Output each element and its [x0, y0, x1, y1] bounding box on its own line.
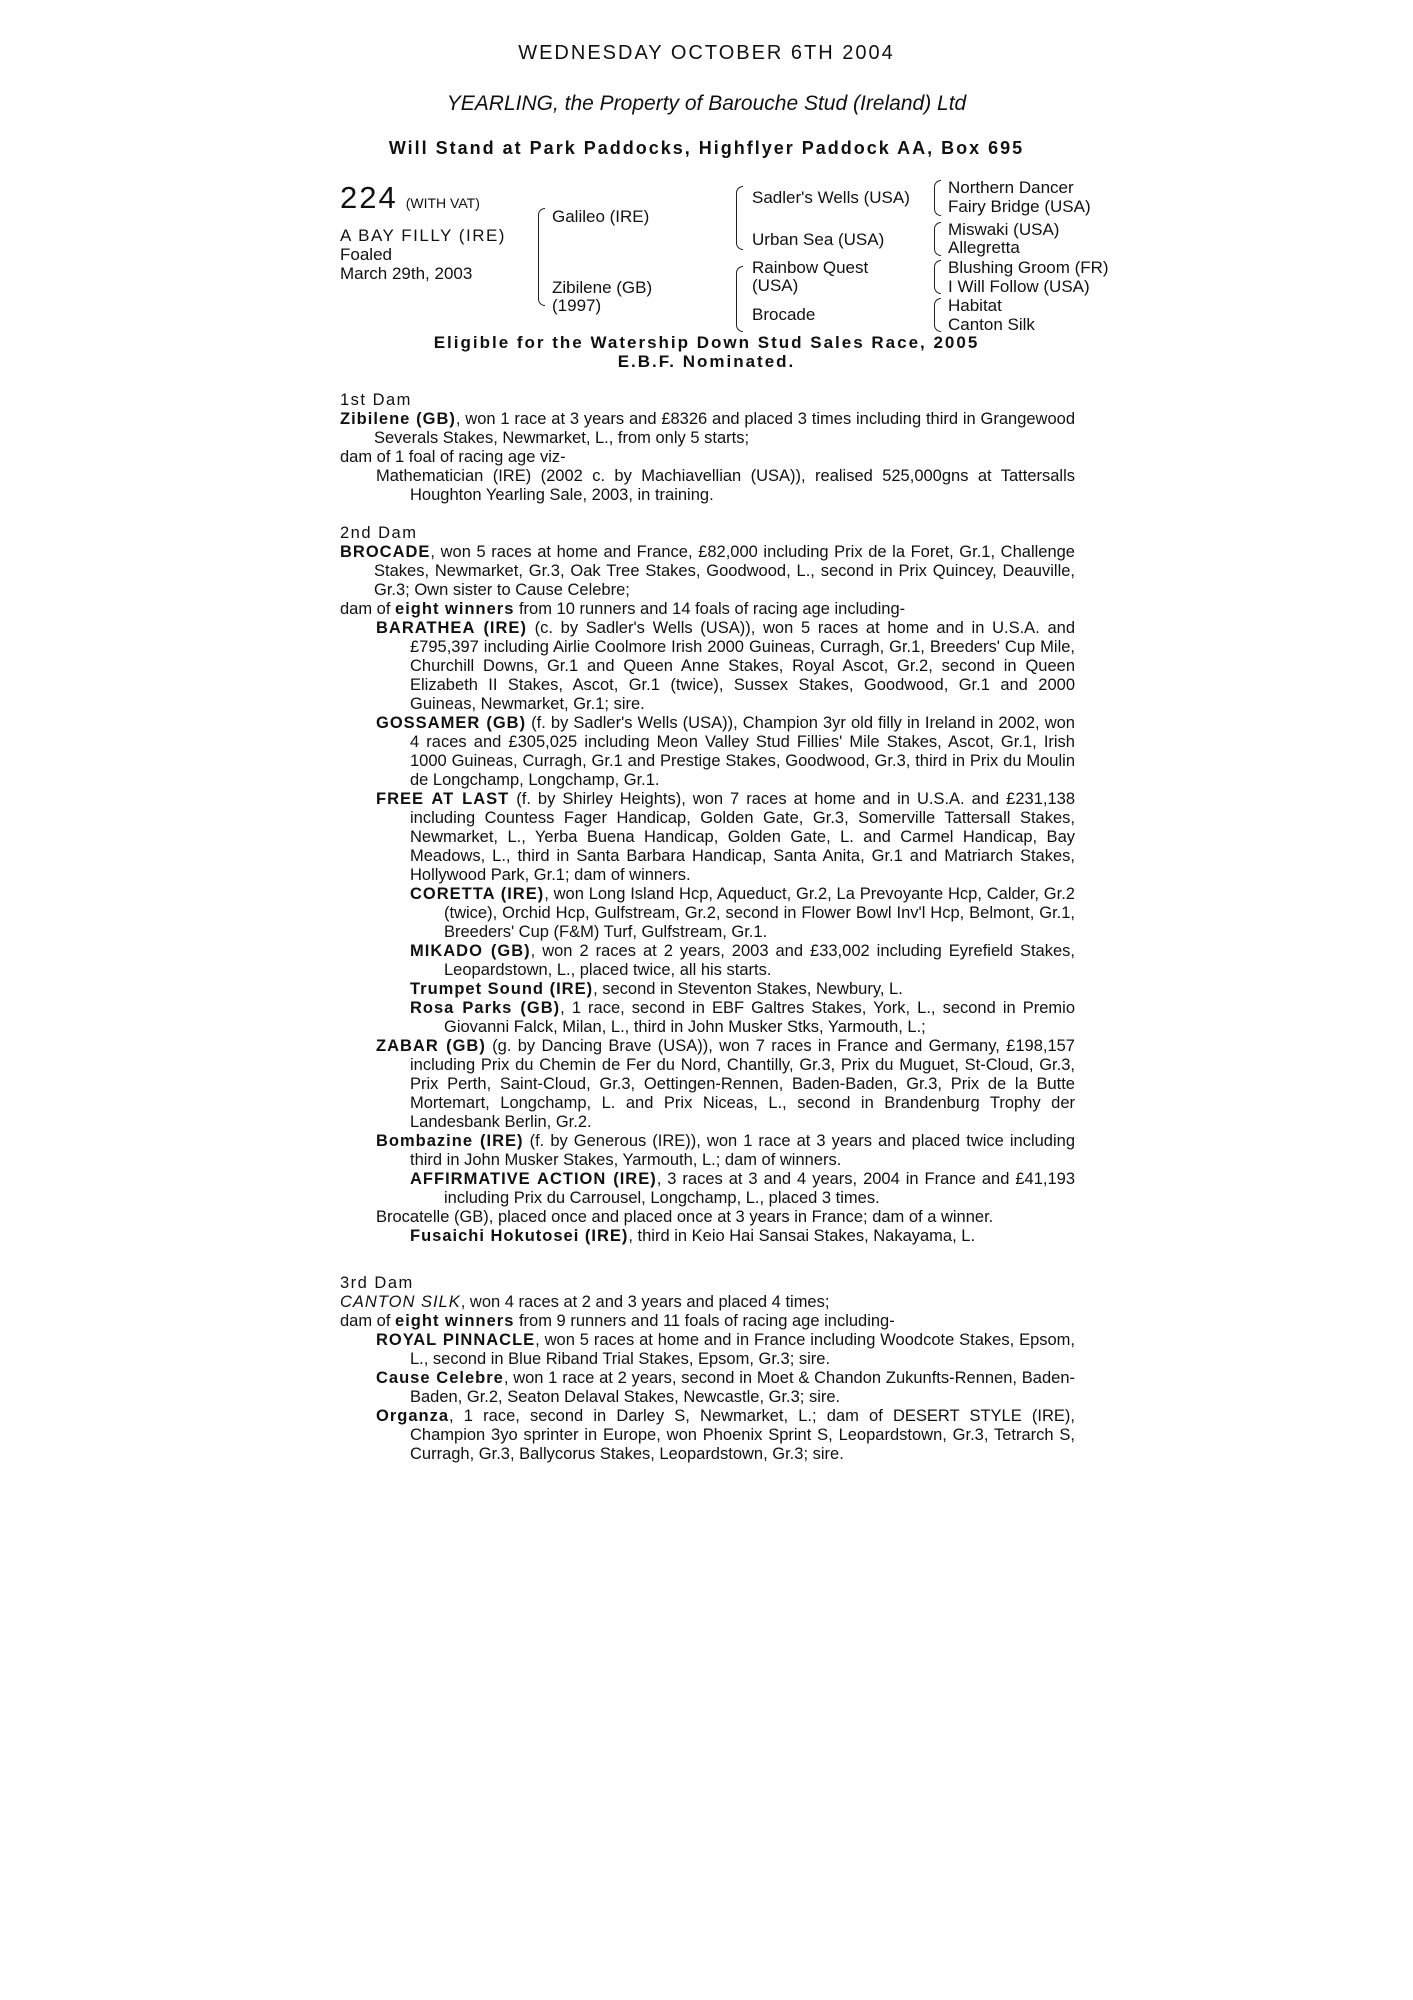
zabar-record: (g. by Dancing Brave (USA)), won 7 races in France and Germany, £198,157 including Prix du Chemin de Fer du Nord, Chantilly, Gr.3, Prix du Muguet, St-Cloud, Gr.3, Prix Perth, Saint-Cloud, Gr.3, Oettingen-Rennen, Baden-Baden, Gr.3, Prix de la Butte Mortemart, Longchamp, L. and Prix Niceas, L., second in Brandenburg Trophy der Landesbank Berlin, Gr.2.	[410, 1037, 1075, 1131]
dam-line2: (1997)	[552, 296, 602, 315]
affirmative-action-name: AFFIRMATIVE ACTION (IRE)	[410, 1170, 657, 1188]
trumpet-sound-entry	[410, 980, 1075, 999]
zabar-name: ZABAR (GB)	[376, 1037, 486, 1055]
first-dam-section	[340, 391, 1075, 505]
first-dam-produce: Mathematician (IRE) (2002 c. by Machiavellian (USA)), realised 525,000gns at Tattersalls Houghton Yearling Sale, 2003, in training.	[376, 467, 1075, 504]
brocade-record: , won 5 races at home and France, £82,000 including Prix de la Foret, Gr.1, Challenge Stakes, Newmarket, Gr.3, Oak Tree Stakes, Goodwood, L., second in Prix Quincey, Deauville, Gr.3; Own sister to Cause Celebre;	[374, 543, 1075, 599]
rosa-parks-record: , 1 race, second in EBF Galtres Stakes, York, L., second in Premio Giovanni Falck, Milan, L., third in John Musker Stks, Yarmouth, L.;	[444, 999, 1076, 1036]
pedigree-brace-3a	[934, 180, 941, 216]
dam-line1: Zibilene (GB)	[552, 278, 653, 297]
royal-pinnacle-name: ROYAL PINNACLE	[376, 1331, 536, 1349]
sire-dam-sire: Miswaki (USA)	[948, 220, 1060, 239]
horse-description	[340, 226, 506, 283]
sire-sire-sire: Northern Dancer	[948, 178, 1074, 197]
fusaichi-name: Fusaichi Hokutosei (IRE)	[410, 1227, 629, 1245]
sire-dam: Urban Sea (USA)	[752, 230, 885, 249]
vat-label: (WITH VAT)	[405, 195, 480, 211]
fusaichi-entry	[410, 1227, 1075, 1246]
barathea-record: (c. by Sadler's Wells (USA)), won 5 races at home and in U.S.A. and £795,397 including Airlie Coolmore Irish 2000 Guineas, Curragh, Gr.1, Breeders' Cup Mile, Churchill Downs, Gr.1 and Queen Anne Stakes, Royal Ascot, Gr.2, second in Queen Elizabeth II Stakes, Ascot, Gr.1 (twice), Sussex Stakes, Goodwood, Gr.1 and 2000 Guineas, Newmarket, Gr.1; sire.	[410, 619, 1075, 713]
gossamer-entry	[376, 714, 1075, 790]
pedigree-brace-3d	[934, 298, 941, 332]
foaled-label: Foaled	[340, 245, 392, 264]
canton-silk-record: , won 4 races at 2 and 3 years and placed 4 times;	[460, 1293, 830, 1311]
stand-location: Will Stand at Park Paddocks, Highflyer Paddock AA, Box 695	[388, 138, 1025, 158]
first-dam-heading: 1st Dam	[340, 391, 412, 409]
coretta-entry	[410, 885, 1075, 942]
bombazine-record: (f. by Generous (IRE)), won 1 race at 3 years and placed twice including third in John Musker Stakes, Yarmouth, L.; dam of winners.	[410, 1132, 1075, 1169]
eligibility-block	[0, 333, 1413, 371]
canton-silk-name: CANTON SILK	[340, 1293, 461, 1311]
canton-silk-entry	[340, 1293, 1075, 1312]
sire-sire: Sadler's Wells (USA)	[752, 188, 910, 207]
coretta-name: CORETTA (IRE)	[410, 885, 545, 903]
royal-pinnacle-entry	[376, 1331, 1075, 1369]
trumpet-sound-name: Trumpet Sound (IRE)	[410, 980, 594, 998]
vendor-line: YEARLING, the Property of Barouche Stud (Ireland) Ltd	[446, 92, 967, 115]
dam-dam: Brocade	[752, 305, 816, 324]
first-dam-record: , won 1 race at 3 years and £8326 and placed 3 times including third in Grangewood Severals Stakes, Newmarket, L., from only 5 starts;	[374, 410, 1075, 447]
mikado-name: MIKADO (GB)	[410, 942, 531, 960]
sale-date: WEDNESDAY OCTOBER 6TH 2004	[518, 42, 895, 64]
first-dam-name: Zibilene (GB)	[340, 410, 456, 428]
first-dam-entry	[340, 410, 1075, 448]
affirmative-action-record: , 3 races at 3 and 4 years, 2004 in France and £41,193 including Prix du Carrousel, Longchamp, L., placed 3 times.	[444, 1170, 1075, 1207]
first-dam-produce-intro: dam of 1 foal of racing age viz-	[340, 448, 566, 466]
free-at-last-record: (f. by Shirley Heights), won 7 races at home and in U.S.A. and £231,138 including Countess Fager Handicap, Golden Gate, Gr.3, Somerville Tattersall Stakes, Newmarket, L., Yerba Buena Handicap, Golden Gate, L. and Carmel Handicap, Bay Meadows, L., third in Santa Barbara Handicap, Santa Anita, Gr.1 and Matriarch Stakes, Hollywood Park, Gr.1; dam of winners.	[410, 790, 1075, 884]
ebf-nominated: E.B.F. Nominated.	[617, 352, 796, 371]
dam-sire-sire: Blushing Groom (FR)	[948, 258, 1109, 277]
brocade-name: BROCADE	[340, 543, 431, 561]
lot-header	[340, 180, 480, 216]
cause-celebre-name: Cause Celebre	[376, 1369, 504, 1387]
dam-of-prefix-3: dam of	[340, 1312, 396, 1330]
pedigree-brace-sire	[736, 186, 743, 250]
royal-pinnacle-record: , won 5 races at home and in France including Woodcote Stakes, Epsom, L., second in Blue Riband Trial Stakes, Epsom, Gr.3; sire.	[410, 1331, 1076, 1368]
brocade-produce-intro	[340, 600, 1075, 619]
foaled-date: March 29th, 2003	[340, 264, 473, 283]
third-dam-heading: 3rd Dam	[340, 1274, 414, 1292]
organza-record: , 1 race, second in Darley S, Newmarket, L.; dam of DESERT STYLE (IRE), Champion 3yo sprinter in Europe, won Phoenix Sprint S, Leopardstown, Gr.3, Tetrarch S, Curragh, Gr.3, Ballycorus Stakes, Leopardstown, Gr.3; sire.	[410, 1407, 1075, 1463]
dam-of-suffix: from 10 runners and 14 foals of racing age including-	[514, 600, 906, 618]
gossamer-name: GOSSAMER (GB)	[376, 714, 527, 732]
dam-sire-line2: (USA)	[752, 276, 799, 295]
second-dam-heading: 2nd Dam	[340, 524, 418, 542]
pedigree-brace-gen1	[538, 208, 545, 306]
fusaichi-record: , third in Keio Hai Sansai Stakes, Nakayama, L.	[628, 1227, 976, 1245]
rosa-parks-name: Rosa Parks (GB)	[410, 999, 561, 1017]
gossamer-record: (f. by Sadler's Wells (USA)), Champion 3yr old filly in Ireland in 2002, won 4 races and £305,025 including Meon Valley Stud Fillies' Mile Stakes, Ascot, Gr.1, Irish 1000 Guineas, Curragh, Gr.1 and Prestige Stakes, Goodwood, Gr.3, third in Prix du Moulin de Longchamp, Longchamp, Gr.1.	[410, 714, 1075, 789]
organza-name: Organza	[376, 1407, 450, 1425]
third-dam-section	[340, 1274, 1075, 1464]
horse-name: A BAY FILLY (IRE)	[340, 226, 506, 245]
free-at-last-name: FREE AT LAST	[376, 790, 510, 808]
pedigree-brace-3b	[934, 222, 941, 256]
mikado-entry	[410, 942, 1075, 980]
coretta-record: , won Long Island Hcp, Aqueduct, Gr.2, La Prevoyante Hcp, Calder, Gr.2 (twice), Orchid Hcp, Gulfstream, Gr.2, second in Flower Bowl Inv'l Hcp, Belmont, Gr.1, Breeders' Cup (F&M) Turf, Gulfstream, Gr.1.	[444, 885, 1075, 941]
sire-dam-dam: Allegretta	[948, 238, 1020, 257]
barathea-entry	[376, 619, 1075, 714]
cause-celebre-record: , won 1 race at 2 years, second in Moet & Chandon Zukunfts-Rennen, Baden-Baden, Gr.2, Seaton Delaval Stakes, Newcastle, Gr.3; sire.	[410, 1369, 1076, 1406]
eight-winners: eight winners	[395, 600, 515, 618]
eight-winners-3: eight winners	[395, 1312, 515, 1330]
canton-silk-produce-intro	[340, 1312, 1075, 1331]
dam-of-suffix-3: from 9 runners and 11 foals of racing age including-	[514, 1312, 895, 1330]
dam-of-prefix: dam of	[340, 600, 396, 618]
brocatelle-entry: Brocatelle (GB), placed once and placed once at 3 years in France; dam of a winner.	[376, 1208, 994, 1226]
sire-sire-dam: Fairy Bridge (USA)	[948, 197, 1091, 216]
lot-number: 224	[340, 180, 398, 215]
dam-dam-dam: Canton Silk	[948, 315, 1035, 334]
brocade-entry	[340, 543, 1075, 600]
pedigree-brace-dam	[736, 266, 743, 332]
free-at-last-entry	[376, 790, 1075, 885]
trumpet-sound-record: , second in Steventon Stakes, Newbury, L.	[593, 980, 903, 998]
second-dam-section	[340, 524, 1075, 1246]
rosa-parks-entry	[410, 999, 1075, 1037]
sire: Galileo (IRE)	[552, 207, 650, 226]
affirmative-action-entry	[410, 1170, 1075, 1208]
dam-sire-line1: Rainbow Quest	[752, 258, 869, 277]
dam-sire-dam: I Will Follow (USA)	[948, 277, 1090, 296]
zabar-entry	[376, 1037, 1075, 1132]
bombazine-entry	[376, 1132, 1075, 1170]
organza-entry	[376, 1407, 1075, 1464]
dam-dam-sire: Habitat	[948, 296, 1002, 315]
barathea-name: BARATHEA (IRE)	[376, 619, 527, 637]
cause-celebre-entry	[376, 1369, 1075, 1407]
eligibility-line: Eligible for the Watership Down Stud Sales Race, 2005	[433, 333, 980, 352]
mikado-record: , won 2 races at 2 years, 2003 and £33,002 including Eyrefield Stakes, Leopardstown, L., placed twice, all his starts.	[444, 942, 1075, 979]
bombazine-name: Bombazine (IRE)	[376, 1132, 524, 1150]
pedigree-brace-3c	[934, 260, 941, 294]
